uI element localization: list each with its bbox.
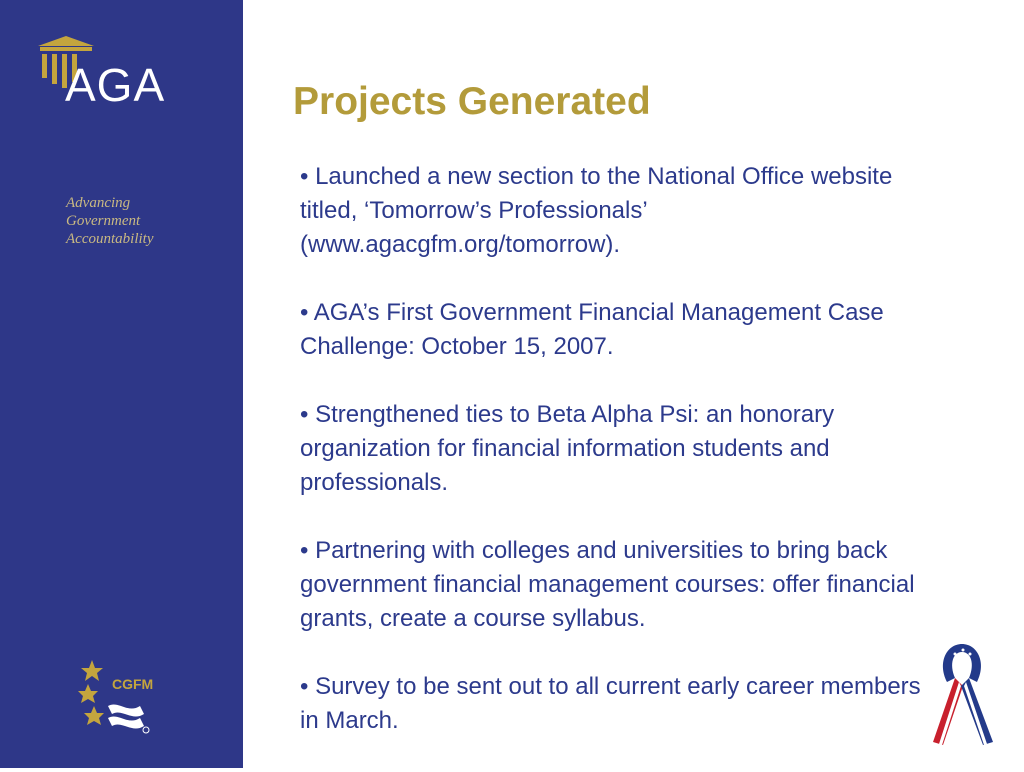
cgfm-logo-icon — [78, 658, 158, 738]
slide-title: Projects Generated — [293, 80, 651, 123]
bullet-list — [300, 160, 940, 772]
tagline — [66, 194, 153, 248]
cgfm-logo-text: CGFM — [112, 676, 154, 692]
tagline-line-1: Advancing — [66, 195, 131, 211]
sidebar — [0, 0, 243, 768]
bullet-item: • Survey to be sent out to all current early career members in March. — [300, 673, 921, 734]
patriotic-ribbon-icon — [925, 642, 1000, 747]
tagline-line-3: Accountability — [66, 231, 154, 247]
bullet-item: • Strengthened ties to Beta Alpha Psi: an honorary organization for financial information students and professionals. — [300, 401, 835, 496]
aga-logo-text: AGA — [65, 59, 166, 111]
bullet-item: • Partnering with colleges and universities to bring back government financial management courses: offer financial grants, create a course syllabus. — [300, 537, 915, 632]
tagline-line-2: Government — [66, 213, 141, 229]
bullet-item: • Launched a new section to the National Office website titled, ‘Tomorrow’s Professionals’ (www.agacgfm.org/tomorrow). — [300, 163, 893, 258]
bullet-item: • AGA’s First Government Financial Management Case Challenge: October 15, 2007. — [300, 299, 884, 360]
